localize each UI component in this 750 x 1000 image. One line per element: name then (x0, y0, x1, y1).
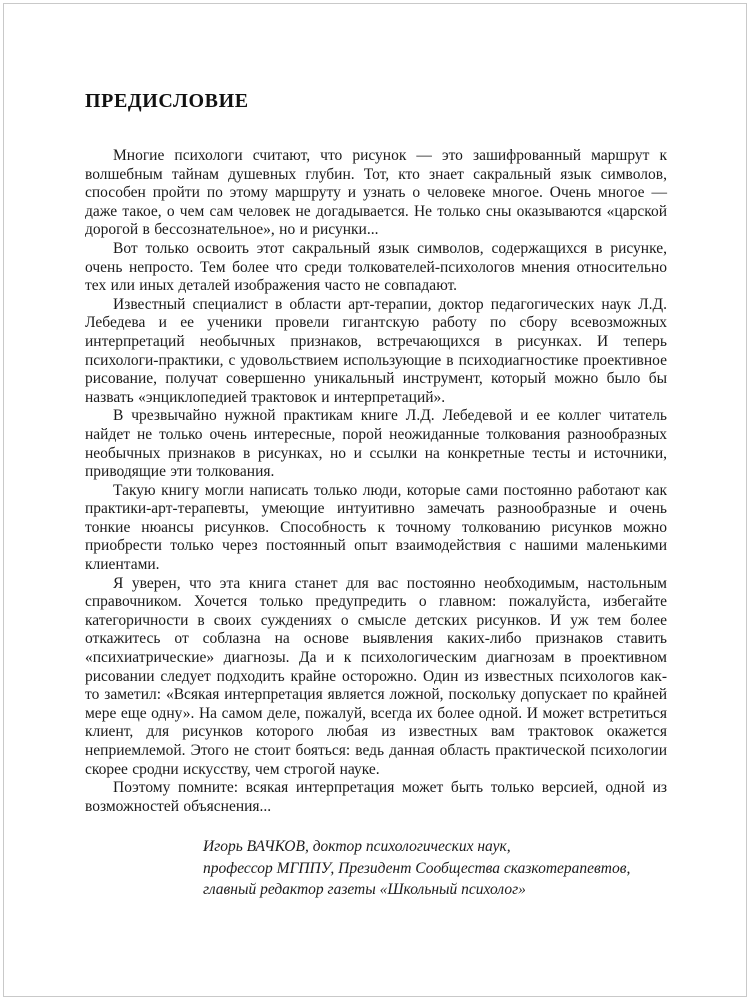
paragraph: Известный специалист в области арт-терапии, доктор педагогических наук Л.Д. Лебедева и ее ученики провели гигантскую работу по сбору всевозможных интерпретаций необычных признаков, встречающихся в рисунках. И теперь психологи-практики, с удовольствием использующие в психодиагностике проективное рисование, получат совершенно уникальный инструмент, который можно было бы назвать «энциклопедией трактовок и интерпретаций». (85, 295, 667, 406)
signature-line: главный редактор газеты «Школьный психолог» (203, 881, 526, 899)
paragraph: Поэтому помните: всякая интерпретация может быть только версией, одной из возможностей объяснения... (85, 779, 667, 815)
signature-line: профессор МГППУ, Президент Сообщества сказкотерапевтов, (203, 859, 631, 877)
signature-line: Игорь ВАЧКОВ, доктор психологических наук, (203, 838, 511, 856)
paragraph: Вот только освоить этот сакральный язык символов, содержащихся в рисунке, очень непросто. Тем более что среди толкователей-психологов мнения относительно тех или иных деталей изображения часто не совпадают. (85, 239, 667, 295)
author-signature (203, 836, 667, 901)
page-title: ПРЕДИСЛОВИЕ (85, 90, 249, 112)
paragraph: Многие психологи считают, что рисунок — это зашифрованный маршрут к волшебным тайнам душевных глубин. Тот, кто знает сакральный язык символов, способен пройти по этому маршруту и узнать о человеке многое. Очень многое — даже такое, о чем сам человек не догадывается. Не только сны оказываются «царской дорогой в бессознательное», но и рисунки... (85, 147, 667, 239)
page-content (85, 90, 667, 901)
paragraph: Я уверен, что эта книга станет для вас постоянно необходимым, настольным справочником. Хочется только предупредить о главном: пожалуйста, избегайте категоричности в своих суждениях о смысле детских рисунков. И уж тем более откажитесь от соблазна на основе выявления каких-либо признаков ставить «психиатрические» диагнозы. Да и к психологическим диагнозам в проективном рисовании следует подходить крайне осторожно. Один из известных психологов как-то заметил: «Всякая интерпретация является ложной, поскольку допускает по крайней мере еще одну». На самом деле, пожалуй, всегда их более одной. И может встретиться клиент, для рисунков которого любая из известных вам трактовок окажется неприемлемой. Этого не стоит бояться: ведь данная область практической психологии скорее сродни искусству, чем строгой науке. (85, 574, 667, 778)
paragraph: Такую книгу могли написать только люди, которые сами постоянно работают как практики-арт-терапевты, умеющие интуитивно замечать разнообразные и очень тонкие нюансы рисунков. Способность к точному толкованию рисунков можно приобрести только через постоянный опыт взаимодействия с нашими маленькими клиентами. (85, 481, 667, 574)
preface-text (85, 147, 667, 816)
paragraph: В чрезвычайно нужной практикам книге Л.Д. Лебедевой и ее коллег читатель найдет не только очень интересные, порой неожиданные толкования разнообразных необычных признаков в рисунках, но и ссылки на конкретные тесты и источники, приводящие эти толкования. (85, 407, 667, 481)
